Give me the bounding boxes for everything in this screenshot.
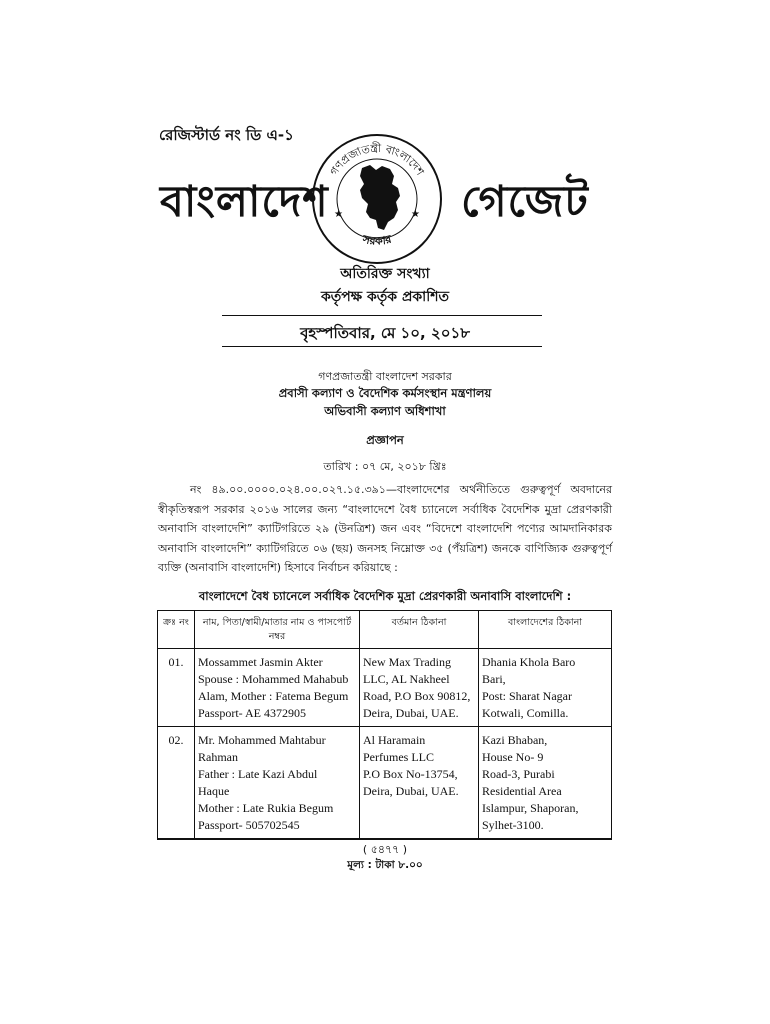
notification-body: নং ৪৯.০০.০০০০.০২৪.০০.০২৭.১৫.৩৯১—বাংলাদেশের অর্থনীতিতে গুরুত্বপূর্ণ অবদানের স্বীকৃতিস্বরূপ সরকার ২০১৬ সালের জন্য “বাংলাদেশে বৈধ চ্যানেলে সর্বাধিক বৈদেশিক মুদ্রা প্রেরণকারী অনাবাসি বাংলাদেশি” ক্যাটিগরিতে ২৯ (উনত্রিশ) জন এবং “বিদেশে বাংলাদেশি পণ্যের আমদানিকারক অনাবাসি বাংলাদেশি” ক্যাটিগরিতে ০৬ (ছয়) জনসহ নিম্নোক্ত ৩৫ (পঁয়ত্রিশ) জনকে বাণিজ্যিক গুরুত্বপূর্ণ ব্যক্তি (অনাবাসি বাংলাদেশি) হিসাবে নির্বাচন করিয়াছে : <box>158 483 612 574</box>
registration-number: রেজিস্টার্ড নং ডি এ-১ <box>159 126 294 144</box>
table-row <box>158 727 612 839</box>
notification-heading: প্রজ্ঞাপন <box>366 433 404 447</box>
list-heading: বাংলাদেশে বৈধ চ্যানেলে সর্বাধিক বৈদেশিক মুদ্রা প্রেরণকারী অনাবাসি বাংলাদেশি : <box>198 589 572 603</box>
emblem-bottom-text: সরকার <box>361 232 393 248</box>
row-current-address <box>360 727 479 839</box>
name-line: Passport- 505702545 <box>198 818 300 832</box>
wing-name: অভিবাসী কল্যাণ অধিশাখা <box>324 404 446 418</box>
address-line: Residential Area <box>482 784 562 798</box>
masthead-gazette: গেজেট <box>461 177 589 227</box>
row-name <box>195 649 360 727</box>
table-header-row <box>158 611 612 649</box>
published-by-label: কর্তৃপক্ষ কর্তৃক প্রকাশিত <box>320 289 450 305</box>
name-line: Rahman <box>198 750 238 764</box>
row-name <box>195 727 360 839</box>
col-bd-address: বাংলাদেশের ঠিকানা <box>479 611 612 649</box>
government-name: গণপ্রজাতন্ত্রী বাংলাদেশ সরকার <box>318 370 452 383</box>
address-line: Road, P.O Box 90812, <box>363 689 471 703</box>
name-line: Mother : Late Rukia Begum <box>198 801 334 815</box>
name-line: Mr. Mohammed Mahtabur <box>198 733 326 747</box>
name-line: Haque <box>198 784 230 798</box>
col-current-address: বর্তমান ঠিকানা <box>360 611 479 649</box>
address-line: Kotwali, Comilla. <box>482 706 569 720</box>
address-line: Al Haramain <box>363 733 426 747</box>
name-line: Alam, Mother : Fatema Begum <box>198 689 349 703</box>
name-line: Mossammet Jasmin Akter <box>198 655 323 669</box>
row-bd-address <box>479 649 612 727</box>
row-serial: 02. <box>158 727 195 839</box>
gazette-date: বৃহস্পতিবার, মে ১০, ২০১৮ <box>300 324 470 342</box>
notification-date: তারিখ : ০৭ মে, ২০১৮ খ্রিঃ <box>323 460 447 473</box>
recipients-table <box>157 610 612 839</box>
government-emblem <box>310 132 444 266</box>
bangladesh-map-icon <box>360 165 400 230</box>
name-line: Father : Late Kazi Abdul <box>198 767 318 781</box>
ministry-name: প্রবাসী কল্যাণ ও বৈদেশিক কর্মসংস্থান মন্ত্রণালয় <box>278 386 492 400</box>
header-rule-top <box>222 315 542 316</box>
masthead-bangladesh: বাংলাদেশ <box>160 177 329 227</box>
address-line: Dhania Khola Baro <box>482 655 576 669</box>
row-current-address <box>360 649 479 727</box>
emblem-star-left-icon: ★ <box>334 209 343 220</box>
col-serial: ক্রঃ নং <box>158 611 195 649</box>
address-line: Perfumes LLC <box>363 750 434 764</box>
extra-issue-label: অতিরিক্ত সংখ্যা <box>340 266 430 282</box>
address-line: Post: Sharat Nagar <box>482 689 572 703</box>
address-line: LLC, AL Nakheel <box>363 672 450 686</box>
address-line: P.O Box No-13754, <box>363 767 458 781</box>
address-line: Sylhet-3100. <box>482 818 544 832</box>
address-line: Deira, Dubai, UAE. <box>363 706 459 720</box>
page-number: ( ৫৪৭৭ ) <box>362 843 408 856</box>
address-line: House No- 9 <box>482 750 544 764</box>
row-bd-address <box>479 727 612 839</box>
address-line: Bari, <box>482 672 506 686</box>
row-serial: 01. <box>158 649 195 727</box>
address-line: Islampur, Shaporan, <box>482 801 579 815</box>
emblem-star-right-icon: ★ <box>411 209 420 220</box>
address-line: New Max Trading <box>363 655 452 669</box>
address-line: Kazi Bhaban, <box>482 733 548 747</box>
col-name: নাম, পিতা/স্বামী/মাতার নাম ও পাসপোর্ট নম্বর <box>195 611 360 649</box>
price-label: মূল্য : টাকা ৮.০০ <box>347 859 423 871</box>
name-line: Spouse : Mohammed Mahabub <box>198 672 349 686</box>
table-row <box>158 649 612 727</box>
emblem-top-text: গণপ্রজাতন্ত্রী বাংলাদেশ <box>327 141 427 178</box>
header-rule-bottom <box>222 346 542 347</box>
svg-text:সরকার <box>360 232 393 248</box>
name-line: Passport- AE 4372905 <box>198 706 306 720</box>
address-line: Deira, Dubai, UAE. <box>363 784 459 798</box>
footer-rule <box>157 839 612 840</box>
address-line: Road-3, Purabi <box>482 767 555 781</box>
